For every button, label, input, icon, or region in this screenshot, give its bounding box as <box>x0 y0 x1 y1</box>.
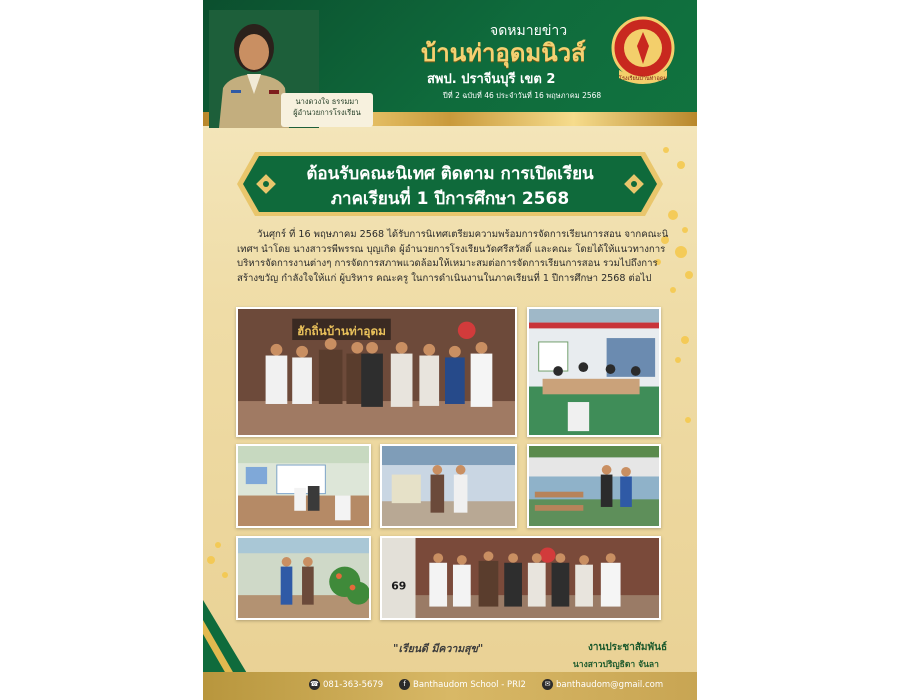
headline-line-1: ต้อนรับคณะนิเทศ ติดตาม การเปิดเรียน <box>306 164 594 184</box>
photo-sign-text: ฮักถิ่นบ้านท่าอุดม <box>297 324 386 339</box>
director-name-tag <box>281 93 373 127</box>
education-area: สพป. ปราจีนบุรี เขต 2 <box>427 72 556 87</box>
school-slogan: "เรียนดี มีความสุข" <box>393 643 484 655</box>
issue-line: ปีที่ 2 ฉบับที่ 46 ประจำวันที่ 16 พฤษภาคม 2568 <box>443 91 602 100</box>
contact-email[interactable] <box>542 679 663 690</box>
contact-phone[interactable] <box>309 679 383 690</box>
post-number: 69 <box>391 579 407 593</box>
photo-group-outdoor <box>380 536 661 620</box>
pr-unit: งานประชาสัมพันธ์ <box>588 642 668 653</box>
director-title: ผู้อำนวยการโรงเรียน <box>293 108 361 117</box>
email-icon: ✉ <box>542 679 553 690</box>
newsletter-poster <box>203 0 697 700</box>
facebook-page: Banthaudom School - PRI2 <box>413 679 526 690</box>
photo-meeting-room <box>527 307 661 437</box>
contact-facebook[interactable] <box>399 679 526 690</box>
photo-canteen <box>527 444 661 528</box>
article-body: วันศุกร์ ที่ 16 พฤษภาคม 2568 ได้รับการนิเทศเตรียมความพร้อมการจัดการเรียนการสอน จากคณะนิเทศฯ นำโดย นางสาวรพีพรรณ บุญเกิด ผู้อำนวยการโรงเรียนวัดศรีสวัสดิ์ และคณะ โดยได้ให้แนวทางการบริหารจัดการงานต่างๆ การจัดการสภาพแวดล้อมให้เหมาะสมต่อการจัดการเรียนการสอน รวมไปถึงการสร้างขวัญ กำลังใจให้แก่ ผู้บริหาร คณะครู ในการดำเนินงานในภาคเรียนที่ 1 ปีการศึกษา 2568 ต่อไป <box>237 229 669 284</box>
school-logo-emblem <box>605 14 681 90</box>
phone-icon: ☎ <box>310 680 319 688</box>
facebook-icon: f <box>399 679 410 690</box>
photo-group-welcome <box>236 307 517 437</box>
phone-number: 081-363-5679 <box>323 679 384 690</box>
email-address: banthaudom@gmail.com <box>556 679 664 690</box>
newsletter-name: บ้านท่าอุดมนิวส์ <box>421 39 586 67</box>
director-name: นางดวงใจ ธรรมมา <box>295 97 359 106</box>
photo-classroom <box>236 444 371 528</box>
headline-line-2: ภาคเรียนที่ 1 ปีการศึกษา 2568 <box>330 189 570 209</box>
pr-author-name: นางสาวปริญธิดา จันลา <box>573 660 659 670</box>
logo-caption: โรงเรียนบ้านท่าอุดม <box>619 76 667 82</box>
newsletter-label: จดหมายข่าว <box>490 23 568 39</box>
photo-corridor <box>380 444 517 528</box>
